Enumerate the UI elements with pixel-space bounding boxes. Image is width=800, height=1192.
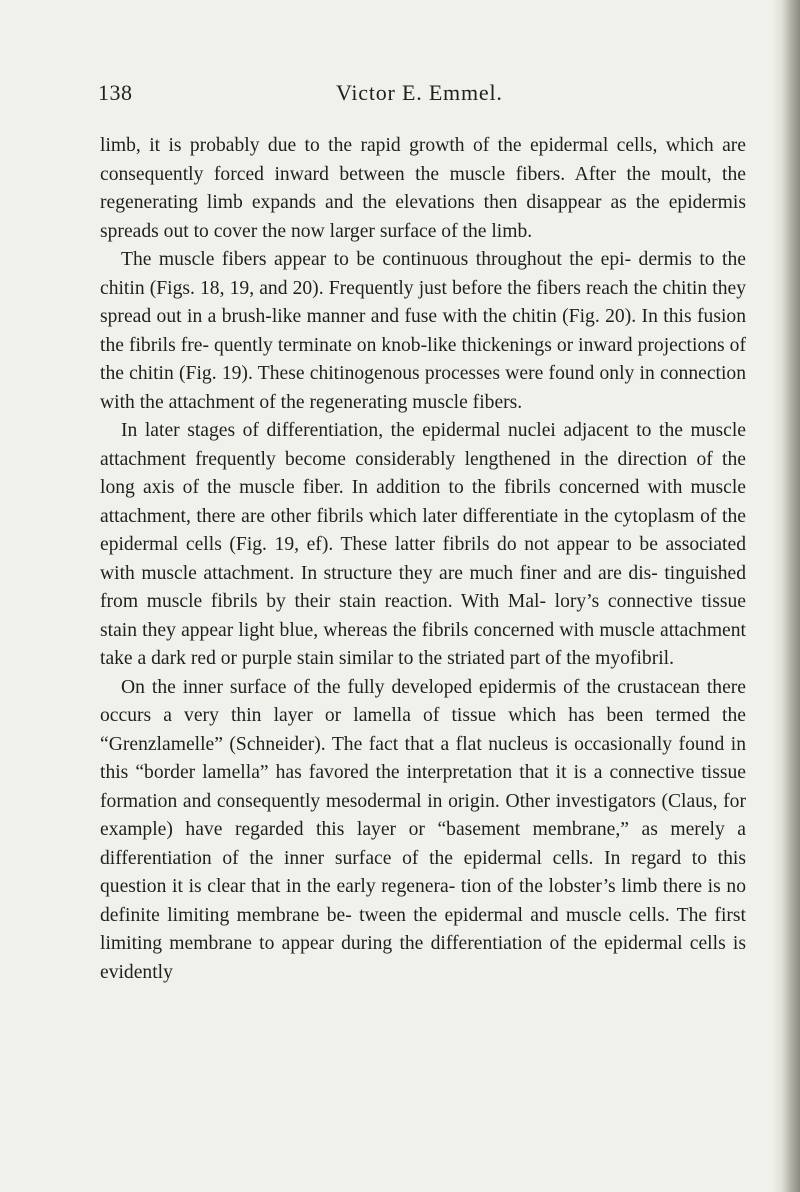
body-text	[100, 132, 746, 987]
page-number: 138	[98, 80, 133, 105]
running-head: Victor E. Emmel.	[336, 80, 503, 105]
page-edge-shadow	[772, 0, 800, 1192]
page-header	[98, 80, 758, 110]
paragraph-muscle-fibers: The muscle fibers appear to be continuous throughout the epi- dermis to the chitin (Figs. 18, 19, and 20). Frequently just before the fibers reach the chitin they spread out in a brush-like manner and fuse with the chitin (Fig. 20). In this fusion the fibrils fre- quently terminate on knob-like thickenings or inward projections of the chitin (Fig. 19). These chitinogenous processes were found only in connection with the attachment of the regenerating muscle fibers.	[100, 249, 746, 413]
paragraph-differentiation: In later stages of differentiation, the epidermal nuclei adjacent to the muscle attachment frequently become considerably lengthened in the direction of the long axis of the muscle fiber. In addition to the fibrils concerned with muscle attachment, there are other fibrils which later differentiate in the cytoplasm of the epidermal cells (Fig. 19, ef). These latter fibrils do not appear to be associated with muscle attachment. In structure they are much finer and are dis- tinguished from muscle fibrils by their stain reaction. With Mal- lory’s connective tissue stain they appear light blue, whereas the fibrils concerned with muscle attachment take a dark red or purple stain similar to the striated part of the myofibril.	[100, 420, 746, 669]
paragraph-continuation: limb, it is probably due to the rapid growth of the epidermal cells, which are consequently forced inward between the muscle fibers. After the moult, the regenerating limb expands and the elevations then disappear as the epidermis spreads out to cover the now larger surface of the limb.	[100, 135, 746, 242]
paragraph-grenzlamelle: On the inner surface of the fully developed epidermis of the crustacean there occurs a very thin layer or lamella of tissue which has been termed the “Grenzlamelle” (Schneider). The fact that a flat nucleus is occasionally found in this “border lamella” has favored the interpretation that it is a connective tissue formation and consequently mesodermal in origin. Other investigators (Claus, for example) have regarded this layer or “basement membrane,” as merely a differentiation of the inner surface of the epidermal cells. In regard to this question it is clear that in the early regenera- tion of the lobster’s limb there is no definite limiting membrane be- tween the epidermal and muscle cells. The first limiting membrane to appear during the differentiation of the epidermal cells is evidently	[100, 676, 746, 983]
